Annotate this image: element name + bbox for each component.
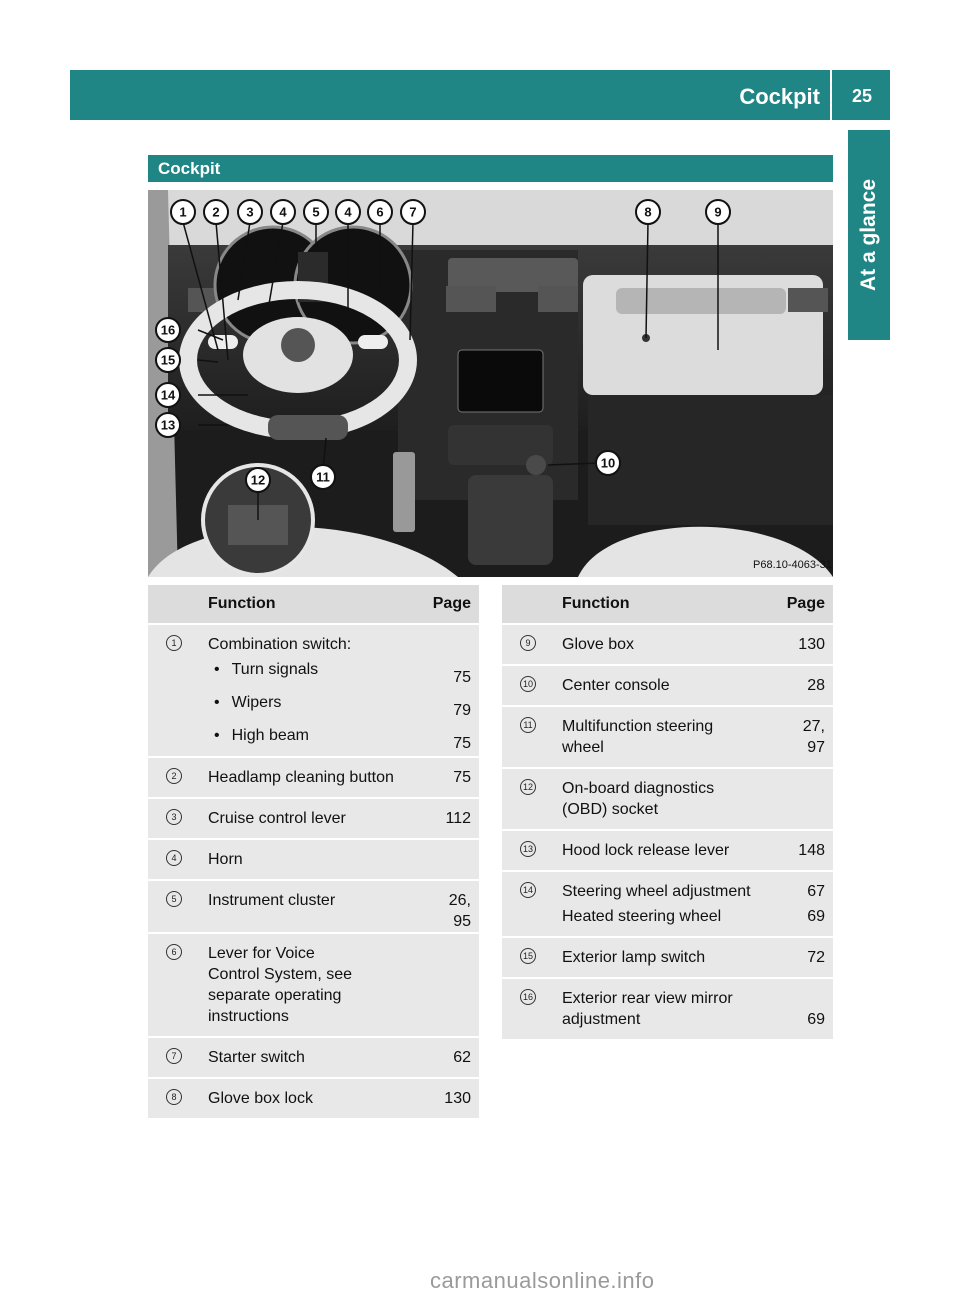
- callout-marker: [311, 465, 335, 489]
- callout-number: 13: [520, 841, 536, 857]
- callout-marker: [336, 200, 360, 224]
- table-row: [148, 1037, 479, 1078]
- callout-number: 1: [166, 635, 182, 651]
- header-number: [148, 585, 200, 624]
- callout-number: 5: [166, 891, 182, 907]
- row-page: [401, 839, 479, 880]
- callout-marker: [706, 200, 730, 224]
- callout-number: 8: [166, 1089, 182, 1105]
- callout-marker: [401, 200, 425, 224]
- function-table-right: [502, 585, 833, 1039]
- callout-number: 3: [166, 809, 182, 825]
- table-header-row: [502, 585, 833, 624]
- callout-marker: [171, 200, 195, 224]
- callout-marker: [238, 200, 262, 224]
- row-function: Glove box: [554, 624, 755, 665]
- callout-marker: [204, 200, 228, 224]
- callout-label: 7: [409, 204, 417, 220]
- table-row: [502, 871, 833, 904]
- callout-marker: [246, 468, 270, 492]
- row-function: • High beam: [200, 721, 401, 757]
- callout-number: 10: [520, 676, 536, 692]
- callout-label: 1: [179, 204, 187, 220]
- row-page: 28: [755, 665, 833, 706]
- callout-label: 3: [246, 204, 254, 220]
- row-function: Heated steering wheel: [554, 904, 755, 937]
- header-divider: [830, 70, 832, 120]
- row-page: 69: [755, 904, 833, 937]
- row-page: 112: [401, 798, 479, 839]
- row-function: Glove box lock: [200, 1078, 401, 1118]
- header-page: Page: [755, 585, 833, 624]
- callout-marker: [156, 348, 180, 372]
- table-row: [502, 665, 833, 706]
- row-function: Instrument cluster: [200, 880, 401, 933]
- row-function: Starter switch: [200, 1037, 401, 1078]
- callout-number: 11: [520, 717, 536, 733]
- row-page: [755, 768, 833, 830]
- callout-label: 5: [312, 204, 320, 220]
- row-page: 79: [401, 688, 479, 721]
- header-function: Function: [200, 585, 401, 624]
- table-row: [502, 978, 833, 1039]
- table-row: [148, 839, 479, 880]
- table-row: [502, 937, 833, 978]
- side-tab-label: At a glance: [857, 178, 880, 292]
- callout-marker: [271, 200, 295, 224]
- row-page: 130: [401, 1078, 479, 1118]
- callout-marker: [596, 451, 620, 475]
- callout-marker: [304, 200, 328, 224]
- callout-number: 16: [520, 989, 536, 1005]
- table-row: [502, 624, 833, 665]
- row-page: 75: [401, 757, 479, 798]
- callout-label: 11: [316, 469, 330, 485]
- callout-number: 4: [166, 850, 182, 866]
- table-row: [148, 1078, 479, 1118]
- table-row: [502, 768, 833, 830]
- callout-label: 9: [714, 204, 722, 220]
- callout-number: 9: [520, 635, 536, 651]
- callout-label: 4: [344, 204, 352, 220]
- row-function: Steering wheel adjustment: [554, 871, 755, 904]
- row-function: Center console: [554, 665, 755, 706]
- row-page: 26, 95: [401, 880, 479, 933]
- callout-label: 14: [160, 387, 176, 403]
- callout-marker: [156, 318, 180, 342]
- callout-number: 7: [166, 1048, 182, 1064]
- callout-label: 13: [160, 417, 176, 433]
- callout-number: 14: [520, 882, 536, 898]
- table-row: [502, 904, 833, 937]
- row-function: Hood lock release lever: [554, 830, 755, 871]
- section-title-bar: [148, 155, 833, 182]
- table-row: [148, 757, 479, 798]
- callout-number: 12: [520, 779, 536, 795]
- callout-label: 6: [376, 204, 384, 220]
- row-function: Lever for Voice Control System, see separate operating instructions: [200, 933, 401, 1037]
- table-row: [148, 688, 479, 721]
- table-row: [148, 933, 479, 1037]
- row-function: Cruise control lever: [200, 798, 401, 839]
- row-function: Multifunction steering wheel: [554, 706, 755, 768]
- row-page: 75: [401, 721, 479, 757]
- table-row: [148, 655, 479, 688]
- row-function: Exterior lamp switch: [554, 937, 755, 978]
- header-function: Function: [554, 585, 755, 624]
- table-row: [148, 624, 479, 655]
- callout-number: 2: [166, 768, 182, 784]
- row-page: [401, 933, 479, 1037]
- cockpit-illustration: [148, 190, 833, 577]
- figure-code: P68.10-4063-31: [753, 559, 832, 571]
- row-function: On-board diagnostics (OBD) socket: [554, 768, 755, 830]
- callout-label: 15: [160, 352, 176, 368]
- table-row: [502, 830, 833, 871]
- page-number: 25: [851, 86, 872, 106]
- callout-label: 12: [250, 472, 266, 488]
- row-page: 72: [755, 937, 833, 978]
- row-page: 130: [755, 624, 833, 665]
- side-tab: [848, 130, 890, 340]
- row-page: 148: [755, 830, 833, 871]
- row-function: Exterior rear view mirror adjustment: [554, 978, 755, 1039]
- row-function: Headlamp cleaning button: [200, 757, 401, 798]
- callout-number: 6: [166, 944, 182, 960]
- table-row: [148, 880, 479, 933]
- callout-number: 15: [520, 948, 536, 964]
- watermark: carmanualsonline.info: [430, 1268, 655, 1293]
- row-function: Horn: [200, 839, 401, 880]
- callout-marker: [156, 383, 180, 407]
- row-page: [401, 624, 479, 655]
- table-header-row: [148, 585, 479, 624]
- callout-label: 8: [644, 204, 652, 220]
- table-row: [502, 706, 833, 768]
- callout-label: 10: [600, 455, 616, 471]
- row-page: 75: [401, 655, 479, 688]
- header-number: [502, 585, 554, 624]
- table-row: [148, 798, 479, 839]
- header-title: Cockpit: [739, 84, 820, 109]
- callout-label: 2: [212, 204, 220, 220]
- callout-marker: [368, 200, 392, 224]
- table-row: [148, 721, 479, 757]
- row-page: 27, 97: [755, 706, 833, 768]
- page-header-bar: [70, 70, 890, 120]
- header-page: Page: [401, 585, 479, 624]
- row-function: • Turn signals: [200, 655, 401, 688]
- row-page: 67: [755, 871, 833, 904]
- section-title: Cockpit: [158, 159, 221, 178]
- callout-marker: [156, 413, 180, 437]
- row-page: 69: [755, 978, 833, 1039]
- callout-label: 4: [279, 204, 287, 220]
- row-function: Combination switch:: [200, 624, 401, 655]
- row-page: 62: [401, 1037, 479, 1078]
- row-function: • Wipers: [200, 688, 401, 721]
- function-table-left: [148, 585, 479, 1118]
- callout-label: 16: [160, 322, 176, 338]
- callout-marker: [636, 200, 660, 224]
